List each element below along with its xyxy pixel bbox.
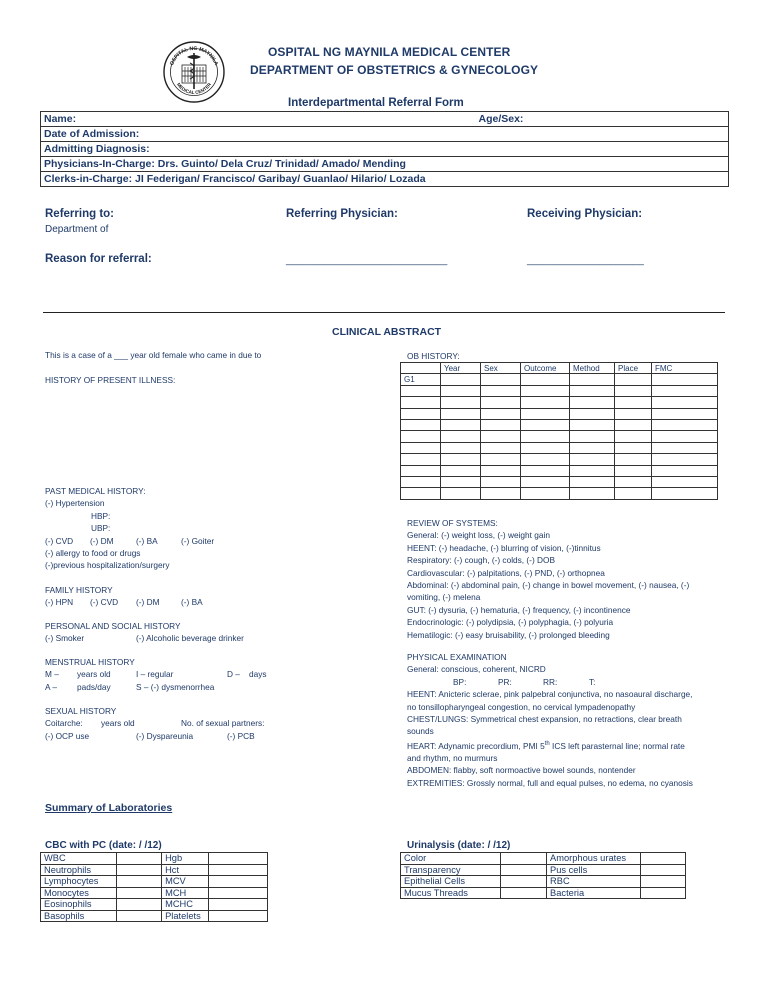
ob-cell[interactable] (481, 374, 521, 385)
labs-title: Summary of Laboratories (45, 802, 173, 814)
ob-cell[interactable] (570, 408, 615, 419)
lab-value-cell[interactable] (117, 899, 162, 911)
lab-label-cell: Color (401, 853, 501, 865)
pe-vitals (407, 676, 727, 688)
pmh-title: PAST MEDICAL HISTORY: (45, 486, 146, 496)
lab-value-cell[interactable] (117, 876, 162, 888)
divider (43, 312, 725, 313)
ob-cell[interactable] (481, 385, 521, 396)
lab-label-cell: Epithelial Cells (401, 876, 501, 888)
ob-cell[interactable] (615, 476, 652, 487)
ob-cell[interactable] (570, 442, 615, 453)
pe-heart-cont: and rhythm, no murmurs (407, 753, 498, 763)
ob-cell[interactable] (570, 374, 615, 385)
ob-row (401, 374, 718, 385)
department-of-label: Department of (45, 224, 109, 235)
name-label: Name: (44, 113, 77, 125)
urinalysis-table (400, 852, 686, 899)
ob-header-cell: FMC (652, 363, 718, 374)
lab-row (401, 887, 686, 899)
pe-abdomen: ABDOMEN: flabby, soft normoactive bowel sounds, nontender (407, 765, 636, 776)
ob-cell[interactable] (570, 454, 615, 465)
lab-value-cell[interactable] (641, 876, 686, 888)
ob-cell[interactable] (652, 408, 718, 419)
ob-cell[interactable] (521, 465, 570, 476)
ob-cell[interactable] (521, 408, 570, 419)
ob-cell[interactable] (441, 385, 481, 396)
mh-days: days (249, 669, 267, 680)
lab-row (41, 876, 268, 888)
ua-title: Urinalysis (date: / /12) (407, 840, 511, 851)
lab-label-cell: MCV (162, 876, 209, 888)
lab-label-cell: Lymphocytes (41, 876, 117, 888)
hospital-name: OSPITAL NG MAYNILA MEDICAL CENTER (268, 45, 511, 59)
ob-cell[interactable] (570, 419, 615, 430)
ob-cell[interactable] (401, 408, 441, 419)
pe-extremities: EXTREMITIES: Grossly normal, full and equal pulses, no edema, no cyanosis (407, 777, 693, 788)
ob-empty-rows (401, 385, 718, 499)
ob-cell[interactable] (401, 454, 441, 465)
pe-heart-b: ICS left parasternal line; normal rate (549, 740, 685, 751)
pmh-hbp: HBP: (91, 510, 111, 521)
lab-value-cell[interactable] (208, 864, 267, 876)
pe-pr: PR: (498, 676, 512, 687)
ob-header-row (401, 363, 718, 374)
reason-label: Reason for referral: (45, 253, 152, 265)
ob-header-cell: Year (441, 363, 481, 374)
ob-cell[interactable] (441, 397, 481, 408)
pmh-goiter: (-) Goiter (181, 535, 215, 546)
lab-value-cell[interactable] (500, 864, 546, 876)
lab-value-cell[interactable] (117, 853, 162, 865)
fh-ba: (-) BA (181, 597, 203, 608)
ob-header-cell (401, 363, 441, 374)
ob-cell[interactable] (652, 465, 718, 476)
family-history-section (45, 584, 345, 609)
ob-cell[interactable] (401, 465, 441, 476)
ob-cell[interactable] (652, 454, 718, 465)
lab-value-cell[interactable] (208, 853, 267, 865)
pe-heent-cont: no tonsillopharyngeal congestion, no cervical lympadenopathy (407, 701, 636, 712)
ob-cell[interactable] (615, 465, 652, 476)
sh-partners: No. of sexual partners: (181, 718, 265, 729)
lab-value-cell[interactable] (117, 864, 162, 876)
ob-cell[interactable] (401, 442, 441, 453)
lab-value-cell[interactable] (117, 887, 162, 899)
pmh-hospitalization: (-)previous hospitalization/surgery (45, 560, 170, 571)
svg-text:OSPITAL NG MAYNILA: OSPITAL NG MAYNILA (169, 45, 219, 67)
lab-label-cell: Mucus Threads (401, 887, 501, 899)
cbc-title: CBC with PC (date: / /12) (45, 840, 162, 851)
ob-cell[interactable] (481, 408, 521, 419)
ob-row (401, 488, 718, 499)
ob-cell[interactable] (441, 374, 481, 385)
lab-value-cell[interactable] (117, 910, 162, 922)
ob-cell[interactable] (521, 374, 570, 385)
ob-cell[interactable] (652, 419, 718, 430)
clerks-cell: Clerks-in-Charge: JI Federigan/ Francisco/ Garibay/ Guanlao/ Hilario/ Lozada (41, 172, 729, 187)
pmh-dm: (-) DM (90, 535, 114, 546)
pe-heent: HEENT: Anicteric sclerae, pink palpebral conjunctiva, no nasoaural discharge, (407, 689, 693, 700)
lab-value-cell[interactable] (500, 876, 546, 888)
ros-cardiovascular: Cardiovascular: (-) palpitations, (-) PND, (-) orthopnea (407, 567, 605, 578)
ob-cell[interactable] (570, 385, 615, 396)
ob-cell[interactable] (401, 385, 441, 396)
mh-title: MENSTRUAL HISTORY (45, 657, 135, 667)
ob-cell[interactable] (652, 385, 718, 396)
age-sex-label: Age/Sex: (478, 113, 524, 125)
ob-cell[interactable] (521, 442, 570, 453)
ob-cell[interactable] (521, 454, 570, 465)
ob-cell[interactable] (401, 488, 441, 499)
ob-cell[interactable] (441, 476, 481, 487)
sexual-history-section (45, 705, 345, 742)
sh-title: SEXUAL HISTORY (45, 706, 117, 716)
referring-to-label: Referring to: (45, 208, 114, 220)
ros-endocrine: Endocrinologic: (-) polydipsia, (-) polyphagia, (-) polyuria (407, 617, 614, 628)
ob-cell[interactable] (615, 385, 652, 396)
lab-row (41, 899, 268, 911)
lab-label-cell: Bacteria (547, 887, 641, 899)
lab-label-cell: Neutrophils (41, 864, 117, 876)
pe-chest-cont: sounds (407, 726, 434, 737)
ob-cell[interactable] (441, 465, 481, 476)
ob-cell[interactable] (441, 488, 481, 499)
lab-value-cell[interactable] (641, 853, 686, 865)
pe-general: General: conscious, coherent, NICRD (407, 664, 546, 675)
ob-cell[interactable] (652, 374, 718, 385)
referring-physician-line[interactable]: _____________________________ (286, 255, 448, 266)
ob-cell[interactable] (441, 454, 481, 465)
fh-title: FAMILY HISTORY (45, 585, 113, 595)
sh-ocp: (-) OCP use (45, 730, 90, 741)
ob-header-cell: Method (570, 363, 615, 374)
mh-pads: pads/day (77, 681, 111, 692)
lab-value-cell[interactable] (208, 910, 267, 922)
lab-label-cell: Hct (162, 864, 209, 876)
ob-cell[interactable] (570, 431, 615, 442)
ob-cell[interactable] (521, 397, 570, 408)
ob-cell[interactable] (570, 476, 615, 487)
mh-s: S – (-) dysmenorrhea (136, 681, 215, 692)
mh-m: M – (45, 669, 59, 680)
pmh-ubp: UBP: (91, 523, 111, 534)
ros-title: REVIEW OF SYSTEMS: (407, 518, 498, 528)
cbc-table (40, 852, 268, 922)
pe-rr: RR: (543, 676, 558, 687)
ob-cell[interactable] (441, 431, 481, 442)
lab-row (41, 910, 268, 922)
lab-label-cell: MCHC (162, 899, 209, 911)
sh-pcb: (-) PCB (227, 730, 255, 741)
ob-cell[interactable] (615, 408, 652, 419)
ob-cell[interactable] (570, 465, 615, 476)
ob-cell[interactable] (652, 488, 718, 499)
svg-text:MEDICAL CENTER: MEDICAL CENTER (175, 81, 213, 96)
ob-cell[interactable] (615, 431, 652, 442)
mh-i: I – regular (136, 669, 174, 680)
ob-cell[interactable] (481, 476, 521, 487)
lab-row (41, 853, 268, 865)
ob-cell[interactable] (521, 476, 570, 487)
ros-heent: HEENT: (-) headache, (-) blurring of vision, (-)tinnitus (407, 542, 601, 553)
pmh-ba: (-) BA (136, 535, 158, 546)
receiving-physician-line[interactable]: _____________________ (527, 255, 644, 266)
fh-cvd: (-) CVD (90, 597, 119, 608)
lab-value-cell[interactable] (208, 887, 267, 899)
ob-cell[interactable] (441, 408, 481, 419)
lab-value-cell[interactable] (641, 864, 686, 876)
ob-header-cell: Outcome (521, 363, 570, 374)
lab-row (401, 876, 686, 888)
mh-d: D – (227, 669, 240, 680)
admission-cell[interactable]: Date of Admission: (41, 127, 729, 142)
ros-respiratory: Respiratory: (-) cough, (-) colds, (-) DOB (407, 555, 555, 566)
ros-abdominal-cont: vomiting, (-) melena (407, 592, 481, 603)
pe-t: T: (589, 676, 596, 687)
ob-cell[interactable] (615, 454, 652, 465)
pmh-section (45, 485, 345, 572)
lab-value-cell[interactable] (641, 887, 686, 899)
department-name: DEPARTMENT OF OBSTETRICS & GYNECOLOGY (250, 63, 539, 77)
lab-label-cell: RBC (547, 876, 641, 888)
lab-label-cell: Eosinophils (41, 899, 117, 911)
pmh-hypertension: (-) Hypertension (45, 498, 105, 509)
receiving-physician-label: Receiving Physician: (527, 208, 643, 220)
lab-row (401, 853, 686, 865)
sh-coitarche: Coitarche: (45, 718, 83, 729)
physicians-cell: Physicians-In-Charge: Drs. Guinto/ Dela Cruz/ Trinidad/ Amado/ Mending (41, 157, 729, 172)
ob-cell[interactable] (570, 488, 615, 499)
lab-label-cell: Hgb (162, 853, 209, 865)
ob-cell[interactable] (481, 431, 521, 442)
mh-a: A – (45, 681, 57, 692)
ob-row (401, 408, 718, 419)
ob-cell[interactable] (652, 431, 718, 442)
ob-cell[interactable] (481, 397, 521, 408)
review-of-systems (407, 517, 727, 641)
ros-gut: GUT: (-) dysuria, (-) hematuria, (-) frequency, (-) incontinence (407, 604, 631, 615)
lab-label-cell: Pus cells (547, 864, 641, 876)
ob-row (401, 454, 718, 465)
ob-row (401, 397, 718, 408)
lab-row (41, 887, 268, 899)
mh-years: years old (77, 669, 111, 680)
lab-label-cell: Amorphous urates (547, 853, 641, 865)
ob-header-cell: Place (615, 363, 652, 374)
ob-cell[interactable] (652, 397, 718, 408)
physical-examination (407, 651, 727, 789)
ob-cell[interactable] (521, 488, 570, 499)
form-title: Interdepartmental Referral Form (288, 97, 464, 109)
ob-cell[interactable] (401, 419, 441, 430)
ob-history-title: OB HISTORY: (407, 351, 460, 361)
ob-row (401, 476, 718, 487)
ob-cell[interactable] (521, 431, 570, 442)
ob-cell[interactable] (570, 397, 615, 408)
pmh-allergy: (-) allergy to food or drugs (45, 548, 141, 559)
ob-cell[interactable] (481, 442, 521, 453)
diagnosis-cell[interactable]: Admitting Diagnosis: (41, 142, 729, 157)
lab-label-cell: Monocytes (41, 887, 117, 899)
ob-cell[interactable] (521, 385, 570, 396)
lab-value-cell[interactable] (500, 853, 546, 865)
ros-hematologic: Hematilogic: (-) easy bruisability, (-) prolonged bleeding (407, 629, 610, 640)
ob-row (401, 465, 718, 476)
ob-row (401, 419, 718, 430)
ob-row (401, 431, 718, 442)
sh-dyspareunia: (-) Dyspareunia (136, 730, 194, 741)
psh-smoker: (-) Smoker (45, 633, 85, 644)
ob-cell[interactable] (481, 465, 521, 476)
pe-heart-a: HEART: Adynamic precordium, PMI 5 (407, 740, 545, 751)
ob-cell[interactable] (615, 397, 652, 408)
fh-dm: (-) DM (136, 597, 160, 608)
info-row-name (41, 112, 729, 127)
ob-cell[interactable] (615, 442, 652, 453)
lab-label-cell: WBC (41, 853, 117, 865)
ob-cell[interactable] (401, 397, 441, 408)
ob-cell[interactable] (401, 431, 441, 442)
lab-value-cell[interactable] (208, 899, 267, 911)
clinical-abstract-title: CLINICAL ABSTRACT (332, 326, 442, 338)
ob-cell[interactable] (481, 454, 521, 465)
pe-title: PHYSICAL EXAMINATION (407, 652, 507, 662)
info-cell[interactable] (41, 112, 729, 127)
pe-heart (407, 738, 727, 752)
fh-hpn: (-) HPN (45, 597, 74, 608)
patient-info-table (40, 111, 729, 187)
ob-gravida-cell: G1 (401, 374, 441, 385)
pmh-cvd: (-) CVD (45, 535, 74, 546)
ob-cell[interactable] (652, 442, 718, 453)
ros-abdominal: Abdominal: (-) abdominal pain, (-) change in bowel movement, (-) nausea, (-) (407, 580, 690, 591)
hospital-seal (163, 41, 225, 103)
lab-label-cell: Basophils (41, 910, 117, 922)
sh-years: years old (101, 718, 135, 729)
ob-cell[interactable] (615, 488, 652, 499)
lab-row (401, 864, 686, 876)
ros-general: General: (-) weight loss, (-) weight gain (407, 530, 550, 541)
ob-header-cell: Sex (481, 363, 521, 374)
case-intro: This is a case of a ___ year old female who came in due to (45, 350, 262, 360)
hpi-label: HISTORY OF PRESENT ILLNESS: (45, 375, 176, 385)
lab-value-cell[interactable] (208, 876, 267, 888)
ob-cell[interactable] (652, 476, 718, 487)
lab-label-cell: Transparency (401, 864, 501, 876)
ob-cell[interactable] (441, 442, 481, 453)
lab-value-cell[interactable] (500, 887, 546, 899)
lab-label-cell: MCH (162, 887, 209, 899)
lab-label-cell: Platelets (162, 910, 209, 922)
pe-chest: CHEST/LUNGS: Symmetrical chest expansion, no retractions, clear breath (407, 714, 682, 725)
psh-alcohol: (-) Alcoholic beverage drinker (136, 633, 244, 644)
ob-cell[interactable] (441, 419, 481, 430)
ob-row (401, 442, 718, 453)
referring-physician-label: Referring Physician: (286, 208, 398, 220)
ob-history-table (400, 362, 718, 500)
ob-cell[interactable] (481, 488, 521, 499)
menstrual-history-section (45, 656, 345, 693)
ob-cell[interactable] (481, 419, 521, 430)
ob-cell[interactable] (615, 374, 652, 385)
pe-bp: BP: (453, 676, 467, 687)
ob-cell[interactable] (401, 476, 441, 487)
ob-row (401, 385, 718, 396)
ob-cell[interactable] (615, 419, 652, 430)
ob-cell[interactable] (521, 419, 570, 430)
psh-title: PERSONAL AND SOCIAL HISTORY (45, 621, 181, 631)
lab-row (41, 864, 268, 876)
pe-heart-sup: th (544, 740, 550, 747)
personal-social-section (45, 620, 345, 645)
